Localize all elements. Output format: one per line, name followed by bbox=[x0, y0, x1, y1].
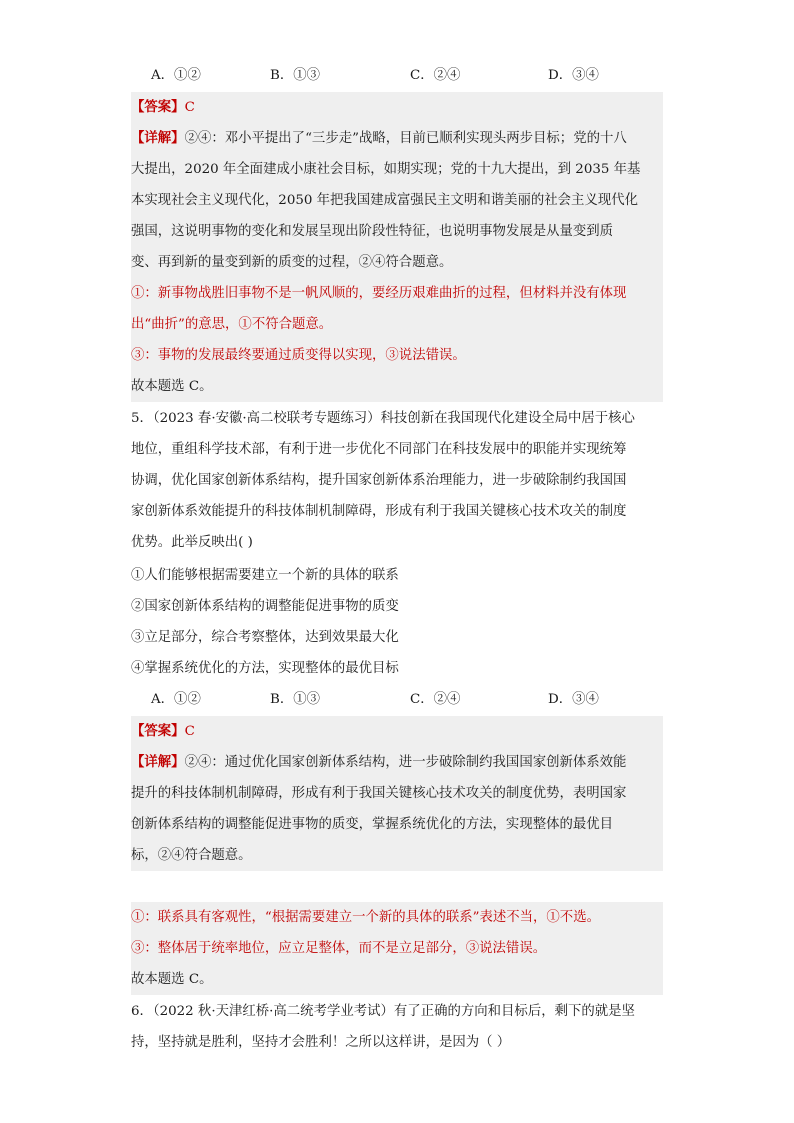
q4-analysis-line: ①：新事物战胜旧事物不是一帆风顺的，要经历艰难曲折的过程，但材料并没有体现 bbox=[131, 278, 663, 309]
detail-label: 【详解】 bbox=[131, 754, 185, 770]
q5-option-a: A．①② bbox=[151, 692, 201, 707]
q5-option-b: B．①③ bbox=[270, 692, 321, 707]
q5-detail-line: 提升的科技体制机制障碍，形成有利于我国关键核心技术攻关的制度优势，表明国家 bbox=[131, 778, 663, 809]
q5-analysis-line: ①：联系具有客观性，“根据需要建立一个新的具体的联系”表述不当，①不选。 bbox=[131, 902, 663, 933]
q5-detail-line bbox=[131, 747, 663, 778]
answer-label: 【答案】 bbox=[131, 99, 185, 115]
q4-conclusion: 故本题选 C。 bbox=[131, 371, 663, 402]
q4-options bbox=[131, 60, 663, 91]
answer-value: C bbox=[184, 100, 195, 115]
q4-option-a: A．①② bbox=[151, 68, 201, 83]
q5-option-c: C．②④ bbox=[410, 692, 461, 707]
q4-detail-line: 变、再到新的量变到新的质变的过程，②④符合题意。 bbox=[131, 247, 663, 278]
answer-label: 【答案】 bbox=[131, 723, 185, 739]
q4-option-c: C．②④ bbox=[410, 68, 461, 83]
q4-option-b: B．①③ bbox=[270, 68, 321, 83]
detail-text: ②④：邓小平提出了“三步走”战略，目前已顺利实现头两步目标；党的十八 bbox=[184, 131, 627, 146]
answer-value: C bbox=[184, 724, 195, 739]
q5-statement-4: ④掌握系统优化的方法，实现整体的最优目标 bbox=[131, 661, 399, 676]
detail-text: ②④：通过优化国家创新体系结构，进一步破除制约我国国家创新体系效能 bbox=[184, 755, 627, 770]
detail-label: 【详解】 bbox=[131, 130, 185, 146]
q5-stem-line: 优势。此举反映出( ) bbox=[131, 535, 253, 550]
q5-stem-line: 5．（2023 春·安徽·高二校联考专题练习）科技创新在我国现代化建设全局中居于核心 bbox=[131, 411, 635, 426]
q4-analysis-line: 出“曲折”的意思，①不符合题意。 bbox=[131, 309, 663, 340]
q5-stem-line: 协调，优化国家创新体系结构，提升国家创新体系治理能力，进一步破除制约我国国 bbox=[131, 473, 627, 488]
q4-detail-line: 本实现社会主义现代化，2050 年把我国建成富强民主文明和谐美丽的社会主义现代化 bbox=[131, 185, 663, 216]
q4-answer bbox=[131, 92, 663, 123]
q5-conclusion: 故本题选 C。 bbox=[131, 964, 663, 995]
q6-stem-line: 6．（2022 秋·天津红桥·高二统考学业考试）有了正确的方向和目标后，剩下的就是坚 bbox=[131, 1004, 635, 1019]
q5-answer bbox=[131, 716, 663, 747]
q4-analysis-line: ③：事物的发展最终要通过质变得以实现，③说法错误。 bbox=[131, 340, 663, 371]
q5-statement-2: ②国家创新体系结构的调整能促进事物的质变 bbox=[131, 599, 399, 614]
q5-stem-line: 地位，重组科学技术部，有利于进一步优化不同部门在科技发展中的职能并实现统筹 bbox=[131, 442, 627, 457]
q4-option-d: D．③④ bbox=[548, 68, 599, 83]
q5-stem-line: 家创新体系效能提升的科技体制机制障碍，形成有利于我国关键核心技术攻关的制度 bbox=[131, 504, 627, 519]
q5-option-d: D．③④ bbox=[548, 692, 599, 707]
q4-detail-line bbox=[131, 123, 663, 154]
q5-analysis-line: ③：整体居于统率地位，应立足整体，而不是立足部分，③说法错误。 bbox=[131, 933, 663, 964]
q5-options bbox=[131, 684, 663, 715]
q4-detail-line: 强国，这说明事物的变化和发展呈现出阶段性特征，也说明事物发展是从量变到质 bbox=[131, 216, 663, 247]
q4-detail-line: 大提出，2020 年全面建成小康社会目标，如期实现；党的十九大提出，到 2035 年基 bbox=[131, 154, 663, 185]
q5-detail-line: 创新体系结构的调整能促进事物的质变，掌握系统优化的方法，实现整体的最优目 bbox=[131, 809, 663, 840]
q6-stem-line: 持，坚持就是胜利，坚持才会胜利！之所以这样讲，是因为（ ） bbox=[131, 1035, 511, 1050]
q5-statement-3: ③立足部分，综合考察整体，达到效果最大化 bbox=[131, 630, 399, 645]
q5-detail-line: 标，②④符合题意。 bbox=[131, 840, 663, 871]
q5-statement-1: ①人们能够根据需要建立一个新的具体的联系 bbox=[131, 568, 399, 583]
